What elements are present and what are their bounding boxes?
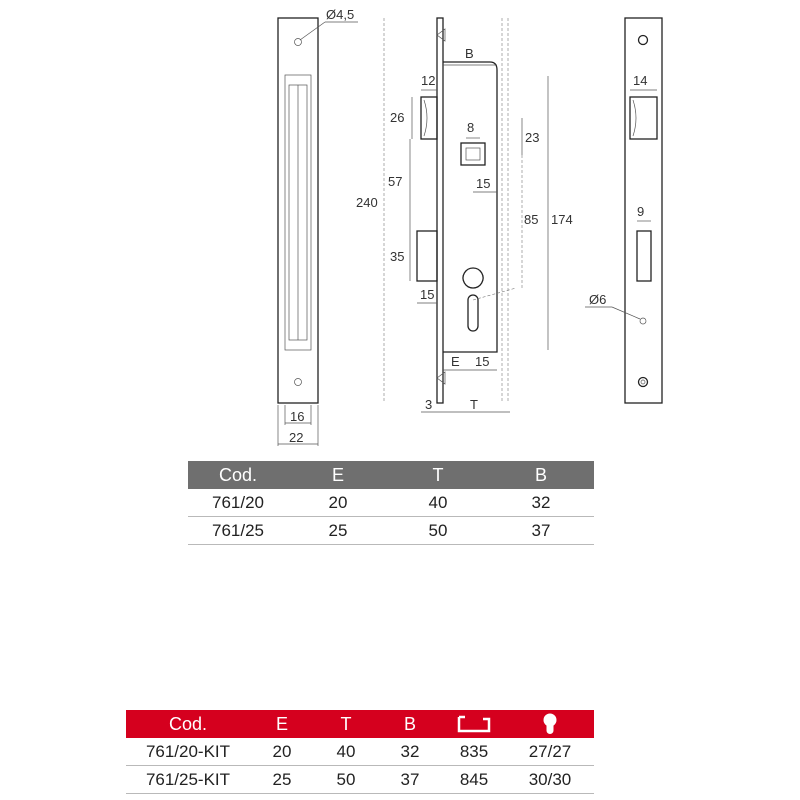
cell-e: 20 [288, 489, 388, 517]
dim-height-total: 240 [356, 195, 378, 210]
cell-cod: 761/20-KIT [126, 738, 250, 766]
dim-bolt-offset: 15 [420, 287, 435, 302]
cell-cod: 761/25 [188, 517, 288, 545]
dim-latch-width: 12 [421, 73, 436, 88]
dim-entry-t: T [470, 397, 478, 412]
header-e: E [250, 710, 314, 738]
dim-entry-15: 15 [475, 354, 490, 369]
cell-t: 40 [388, 489, 488, 517]
table-row [126, 738, 594, 766]
dim-strike-hole: Ø6 [589, 292, 607, 307]
header-b: B [378, 710, 442, 738]
spec-table [188, 461, 594, 545]
cell-profile: 845 [442, 766, 506, 794]
lock-body-view [356, 18, 573, 412]
cell-t: 50 [314, 766, 378, 794]
header-cod: Cod. [126, 710, 250, 738]
dim-spindle-offset: 23 [525, 130, 540, 145]
dim-latch-height: 26 [390, 110, 405, 125]
table-row [126, 766, 594, 794]
cell-b: 32 [488, 489, 594, 517]
dim-body-height: 174 [551, 212, 573, 227]
strike-plate-view [585, 18, 662, 403]
header-cod: Cod. [188, 461, 288, 489]
dim-backset: B [465, 46, 474, 61]
cell-t: 40 [314, 738, 378, 766]
cell-e: 25 [250, 766, 314, 794]
table-row [188, 517, 594, 545]
header-b: B [488, 461, 594, 489]
profile-icon [455, 713, 493, 735]
header-t: T [388, 461, 488, 489]
cell-cylinder: 30/30 [506, 766, 594, 794]
dim-strike-latch-width: 14 [633, 73, 648, 88]
kit-table-header-row [126, 710, 594, 738]
dim-faceplate-outer: 22 [289, 430, 304, 445]
dim-spindle-square: 8 [467, 120, 475, 135]
table-row [188, 489, 594, 517]
dim-entry-e: E [451, 354, 460, 369]
kit-spec-table [126, 710, 594, 794]
dim-spindle-to-edge: 15 [476, 176, 491, 191]
cell-b: 37 [488, 517, 594, 545]
cell-b: 32 [378, 738, 442, 766]
cell-cylinder: 27/27 [506, 738, 594, 766]
dim-plate-thickness: 3 [425, 397, 433, 412]
spec-table-header-row [188, 461, 594, 489]
dim-faceplate-hole: Ø4,5 [326, 7, 355, 22]
header-e: E [288, 461, 388, 489]
dim-latch-to-bolt: 57 [388, 174, 403, 189]
cell-cod: 761/20 [188, 489, 288, 517]
dim-bolt-height: 35 [390, 249, 405, 264]
cell-b: 37 [378, 766, 442, 794]
dim-center-distance: 85 [524, 212, 539, 227]
cell-e: 20 [250, 738, 314, 766]
header-profile [442, 710, 506, 738]
cell-t: 50 [388, 517, 488, 545]
faceplate-view [278, 7, 358, 446]
cell-e: 25 [288, 517, 388, 545]
cell-profile: 835 [442, 738, 506, 766]
header-cylinder [506, 710, 594, 738]
dim-faceplate-inner: 16 [290, 409, 305, 424]
dim-strike-bolt-width: 9 [637, 204, 645, 219]
header-t: T [314, 710, 378, 738]
cell-cod: 761/25-KIT [126, 766, 250, 794]
cylinder-icon [540, 712, 560, 736]
